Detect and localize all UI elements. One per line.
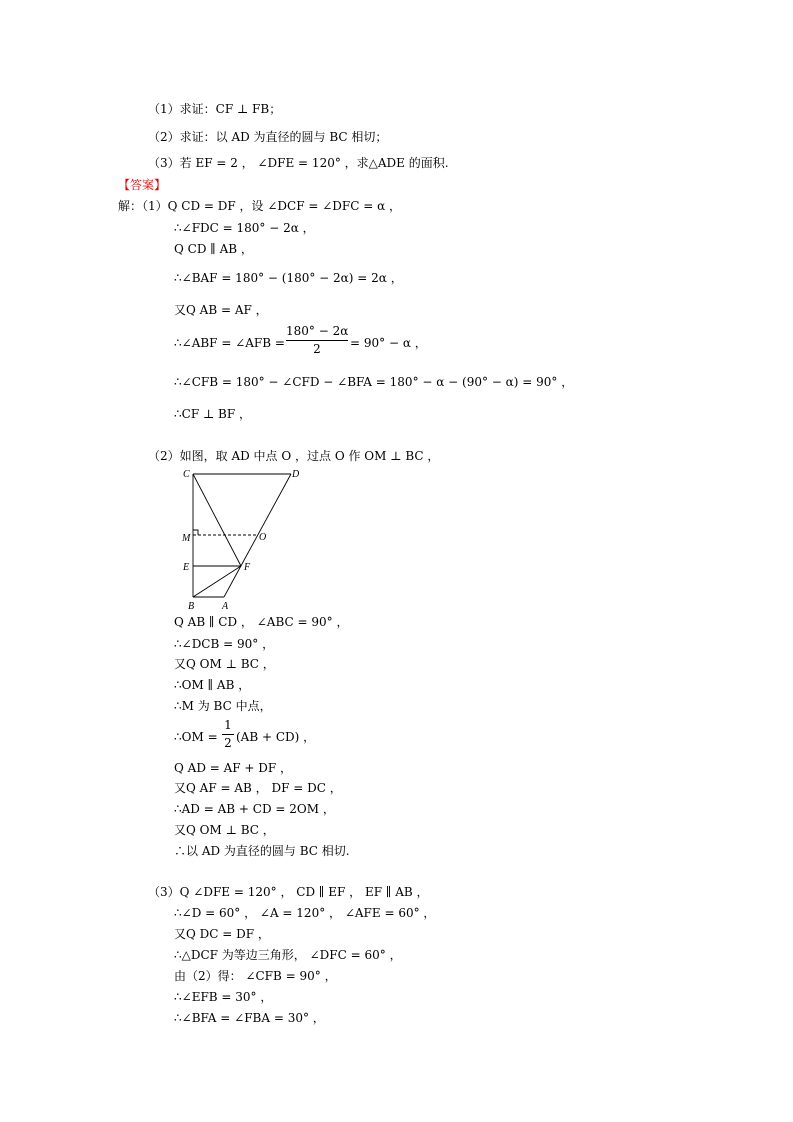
p1-line-1: 解：（1）Q CD = DF ，设 ∠DCF = ∠DFC = α ， xyxy=(118,199,402,213)
p2-fraction-bar xyxy=(222,734,234,735)
label-d: D xyxy=(292,469,300,480)
segment-ad xyxy=(224,474,291,597)
p1-line-7: ∴∠CFB = 180° − ∠CFD − ∠BFA = 180° − α − (90° − α) = 90° ， xyxy=(174,375,574,389)
answer-header: 【答案】 xyxy=(118,178,167,192)
p2-fraction-numerator: 1 xyxy=(224,718,232,732)
p1-line-5: 又Q AB = AF ， xyxy=(174,303,268,317)
label-c: C xyxy=(183,469,190,480)
p1-line-3: Q CD ∥ AB ， xyxy=(174,242,253,256)
label-m: M xyxy=(182,533,191,544)
question-3: （3）若 EF = 2 ， ∠DFE = 120° ，求△ADE 的面积. xyxy=(148,156,449,170)
p2-line-4: ∴OM ∥ AB ， xyxy=(174,678,251,692)
p3-line-7: ∴∠BFA = ∠FBA = 30° ， xyxy=(174,1011,325,1025)
p2-intro: （2）如图，取 AD 中点 O ，过点 O 作 OM ⊥ BC ， xyxy=(148,449,440,463)
p2-line-2: ∴∠DCB = 90° ， xyxy=(174,637,275,651)
p2-line-6-suffix: (AB + CD) ， xyxy=(236,730,316,744)
p2-line-11: ∴以 AD 为直径的圆与 BC 相切. xyxy=(174,844,350,858)
label-o: O xyxy=(259,532,267,543)
p2-line-7: Q AD = AF + DF ， xyxy=(174,761,293,775)
p2-line-10: 又Q OM ⊥ BC ， xyxy=(174,823,275,837)
p1-line-4: ∴∠BAF = 180° − (180° − 2α) = 2α ， xyxy=(174,271,403,285)
p1-line-6-suffix: = 90° − α ， xyxy=(350,336,427,350)
label-e: E xyxy=(183,562,190,573)
question-1: （1）求证：CF ⊥ FB； xyxy=(148,102,282,116)
segment-bf xyxy=(193,566,241,597)
label-a: A xyxy=(222,601,229,612)
p1-fraction-numerator: 180° − 2α xyxy=(286,324,349,338)
p1-line-2: ∴∠FDC = 180° − 2α ， xyxy=(174,221,315,235)
p1-line-8: ∴CF ⊥ BF ， xyxy=(174,407,252,421)
p2-line-5: ∴M 为 BC 中点， xyxy=(174,699,272,713)
p3-line-5: 由（2）得： ∠CFB = 90° ， xyxy=(174,969,337,983)
p2-line-8: 又Q AF = AB ， DF = DC ， xyxy=(174,781,342,795)
segment-cf xyxy=(193,474,241,566)
right-angle-mark xyxy=(193,530,198,535)
p1-line-6-prefix: ∴∠ABF = ∠AFB = xyxy=(174,336,285,350)
label-f: F xyxy=(244,562,251,573)
p2-line-6-prefix: ∴OM = xyxy=(174,730,218,744)
p1-fraction-denominator: 2 xyxy=(313,342,321,356)
question-2: （2）求证：以 AD 为直径的圆与 BC 相切； xyxy=(148,130,388,144)
p3-line-4: ∴△DCF 为等边三角形， ∠DFC = 60° ， xyxy=(174,948,402,962)
p3-line-3: 又Q DC = DF ， xyxy=(174,927,270,941)
p1-fraction-bar xyxy=(286,340,348,341)
p2-line-9: ∴AD = AB + CD = 2OM ， xyxy=(174,802,335,816)
p2-line-3: 又Q OM ⊥ BC ， xyxy=(174,657,275,671)
p3-line-6: ∴∠EFB = 30° ， xyxy=(174,990,273,1004)
p3-line-1: （3）Q ∠DFE = 120° ， CD ∥ EF ， EF ∥ AB ， xyxy=(148,885,429,899)
label-b: B xyxy=(188,601,195,612)
p2-line-1: Q AB ∥ CD ， ∠ABC = 90° ， xyxy=(174,615,349,629)
geometry-figure xyxy=(180,464,310,614)
p3-line-2: ∴∠D = 60° ， ∠A = 120° ， ∠AFE = 60° ， xyxy=(174,906,436,920)
p2-fraction-denominator: 2 xyxy=(224,736,232,750)
